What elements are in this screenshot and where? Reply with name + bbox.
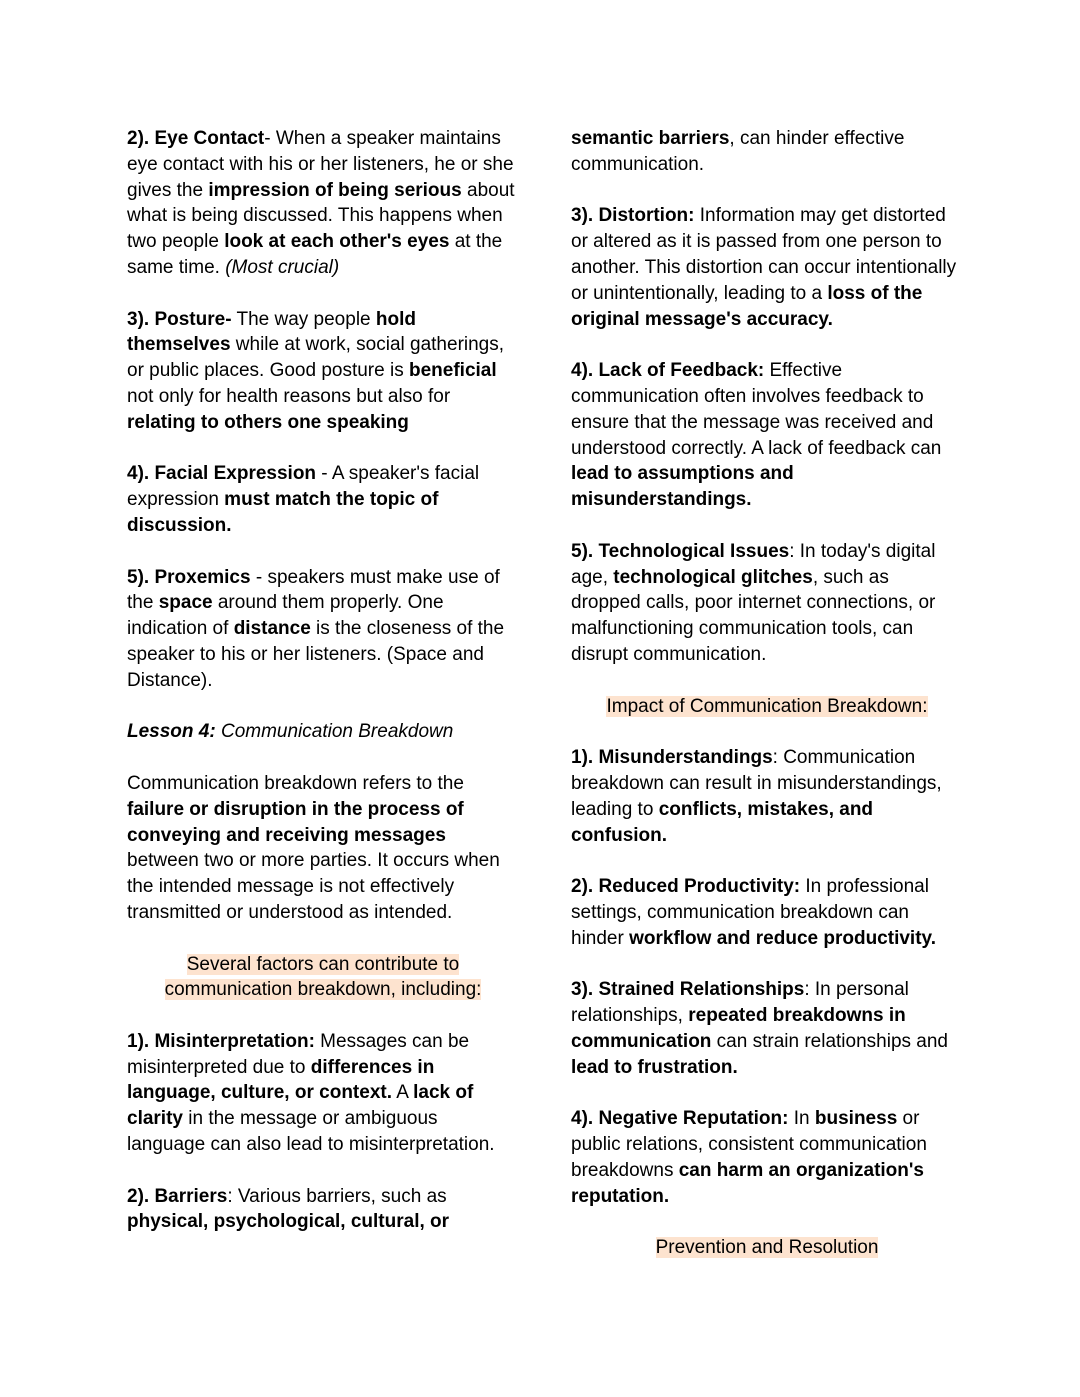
distortion-heading: 3). Distortion: (571, 205, 695, 227)
proxemics-paragraph: 5). Proxemics - speakers must make use of the space around them properly. One indication of distance is the closeness of the speaker to his or her listeners. (Space and Distance). (127, 566, 505, 691)
lack-of-feedback-paragraph: 4). Lack of Feedback: Effective communication often involves feedback to ensure that the message was received and understood correctly. A lack of feedback can lead to assumptions and misunderstandings. (571, 360, 942, 511)
reduced-productivity-heading: 2). Reduced Productivity: (571, 876, 801, 898)
right-column (571, 126, 963, 1287)
definition-paragraph: Communication breakdown refers to the failure or disruption in the process of conveying and receiving messages between two or more parties. It occurs when the intended message is not effectively transmitted or understood as intended. (127, 772, 500, 923)
impact-heading: Impact of Communication Breakdown: (606, 695, 928, 717)
barriers-heading: 2). Barriers (127, 1185, 228, 1207)
strained-relationships-heading: 3). Strained Relationships (571, 979, 805, 1001)
negative-reputation-heading: 4). Negative Reputation: (571, 1108, 789, 1130)
prevention-heading: Prevention and Resolution (655, 1237, 879, 1259)
lack-of-feedback-heading: 4). Lack of Feedback: (571, 360, 765, 382)
distortion-paragraph: 3). Distortion: Information may get distorted or altered as it is passed from one person to another. This distortion can occur intentionally or unintentionally, leading to a loss of the original message's accuracy. (571, 205, 957, 330)
posture-heading: 3). Posture- (127, 308, 232, 330)
misinterpretation-paragraph: 1). Misinterpretation: Messages can be misinterpreted due to differences in language, culture, or context. A lack of clarity in the message or ambiguous language can also lead to misinterpretation. (127, 1030, 495, 1156)
negative-reputation-paragraph: 4). Negative Reputation: In business or public relations, consistent communication breakdowns can harm an organization's reputation. (571, 1108, 927, 1207)
reduced-productivity-paragraph: 2). Reduced Productivity: In professional settings, communication breakdown can hinder workflow and reduce productivity. (571, 876, 936, 949)
eye-contact-heading: 2). Eye Contact (127, 128, 265, 149)
posture-paragraph: 3). Posture- The way people hold themselves while at work, social gatherings, or public places. Good posture is beneficial not only for health reasons but also for relating to others one speaking (127, 308, 505, 433)
barriers-continued-paragraph: semantic barriers, can hinder effective communication. (571, 128, 905, 175)
facial-expression-paragraph: 4). Facial Expression - A speaker's facial expression must match the topic of discussion. (127, 463, 480, 536)
strained-relationships-paragraph: 3). Strained Relationships: In personal relationships, repeated breakdowns in communication can strain relationships and lead to frustration. (571, 979, 948, 1078)
misunderstandings-heading: 1). Misunderstandings (571, 747, 773, 769)
technological-issues-heading: 5). Technological Issues (571, 540, 790, 562)
barriers-paragraph: 2). Barriers: Various barriers, such as physical, psychological, cultural, or (127, 1185, 450, 1233)
technological-issues-paragraph: 5). Technological Issues: In today's digital age, technological glitches, such as dropped calls, poor internet connections, or malfunctioning communication tools, can disrupt communication. (571, 540, 936, 665)
proxemics-heading: 5). Proxemics (127, 566, 251, 588)
facial-expression-heading: 4). Facial Expression (127, 463, 317, 485)
misinterpretation-heading: 1). Misinterpretation: (127, 1030, 315, 1052)
lesson-title: Lesson 4: Communication Breakdown (127, 721, 454, 743)
left-column (127, 126, 519, 1261)
factors-heading: Several factors can contribute to communication breakdown, including: (164, 953, 482, 1001)
eye-contact-paragraph: 2). Eye Contact- When a speaker maintains eye contact with his or her listeners, he or she gives the impression of being serious about what is being discussed. This happens when two people look at each other's eyes at the same time. (Most crucial) (127, 128, 515, 278)
misunderstandings-paragraph: 1). Misunderstandings: Communication breakdown can result in misunderstandings, leading to conflicts, mistakes, and confusion. (571, 747, 942, 846)
